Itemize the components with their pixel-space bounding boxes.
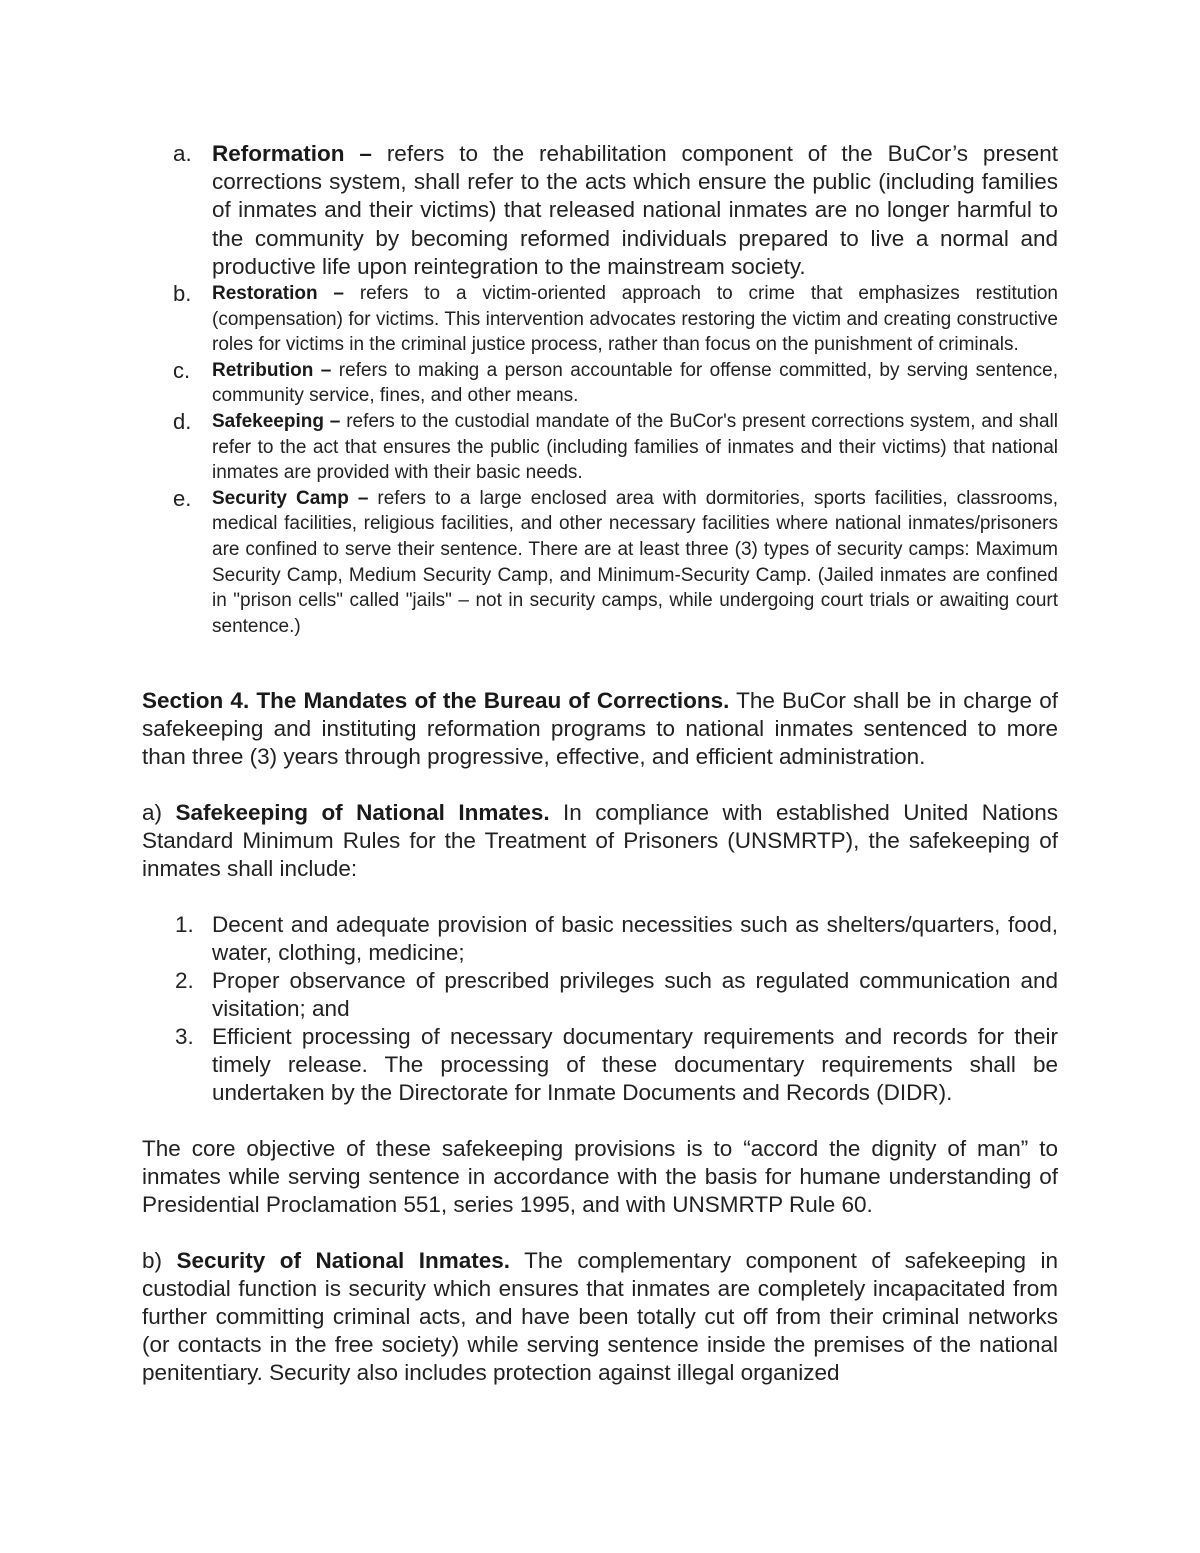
- security-heading: Security of National Inmates.: [176, 1248, 510, 1274]
- list-item-text: Efficient processing of necessary documentary requirements and records for their timely release. The processing of these documentary requirements shall be undertaken by the Directorate for Inmate Documents and Records (DIDR).: [212, 1024, 1058, 1106]
- list-item-text: Decent and adequate provision of basic necessities such as shelters/quarters, food, water, clothing, medicine;: [212, 912, 1058, 966]
- definition-item: [142, 358, 1058, 409]
- definition-item: [142, 140, 1058, 281]
- definition-term: Retribution –: [212, 359, 332, 381]
- safekeeping-text: In compliance with established United Nations Standard Minimum Rules for the Treatment of Prisoners (UNSMRTP), the safekeeping of inmates shall include:: [142, 800, 1058, 882]
- definition-item: [142, 281, 1058, 358]
- list-marker: d.: [173, 408, 192, 434]
- list-marker: e.: [173, 485, 192, 511]
- definition-term: Restoration –: [212, 283, 344, 305]
- safekeeping-heading: Safekeeping of National Inmates.: [175, 800, 550, 826]
- list-marker: 3.: [175, 1024, 194, 1050]
- definition-text: refers to making a person accountable for offense committed, by serving sentence, community service, fines, and other means.: [212, 359, 1058, 407]
- definition-term: Security Camp –: [212, 487, 369, 509]
- section-4-heading: Section 4. The Mandates of the Bureau of Corrections.: [142, 688, 730, 714]
- list-item: [142, 967, 1058, 1023]
- list-item: [142, 911, 1058, 967]
- section-4-text: The BuCor shall be in charge of safekeeping and instituting reformation programs to national inmates sentenced to more than three (3) years through progressive, effective, and efficient administration.: [142, 688, 1058, 770]
- safekeeping-list: [142, 911, 1058, 1107]
- core-objective-paragraph: The core objective of these safekeeping provisions is to “accord the dignity of man” to inmates while serving sentence in accordance with the basis for humane understanding of Presidential Proclamation 551, series 1995, and with UNSMRTP Rule 60.: [142, 1136, 1058, 1218]
- list-marker: 2.: [175, 968, 194, 994]
- definition-item: [142, 486, 1058, 640]
- definition-term: Safekeeping –: [212, 410, 341, 432]
- safekeeping-prefix: a): [142, 800, 176, 826]
- definition-item: [142, 409, 1058, 486]
- definitions-list: [142, 140, 1058, 639]
- section-4-paragraph: [142, 687, 1058, 771]
- page-content: [142, 140, 1058, 1387]
- definition-term: Reformation –: [212, 141, 372, 166]
- definition-text: refers to a victim-oriented approach to crime that emphasizes restitution (compensation) for victims. This intervention advocates restoring the victim and creating constructive roles for victims in the criminal justice process, rather than focus on the punishment of criminals.: [212, 283, 1058, 356]
- security-prefix: b): [142, 1248, 177, 1274]
- definition-text: refers to the rehabilitation component of the BuCor’s present corrections system, shall refer to the acts which ensure the public (including families of inmates and their victims) that released national inmates are no longer harmful to the community by becoming reformed individuals prepared to live a normal and productive life upon reintegration to the mainstream society.: [212, 141, 1058, 279]
- list-item-text: Proper observance of prescribed privileges such as regulated communication and visitation; and: [212, 968, 1058, 1022]
- list-item: [142, 1023, 1058, 1107]
- list-marker: a.: [173, 141, 192, 166]
- definition-text: refers to a large enclosed area with dormitories, sports facilities, classrooms, medical facilities, religious facilities, and other necessary facilities where national inmates/prisoners are confined to serve their sentence. There are at least three (3) types of security camps: Maximum Security Camp, Medium Security Camp, and Minimum-Security Camp. (Jailed inmates are confined in "prison cells" called "jails" – not in security camps, while undergoing court trials or awaiting court sentence.): [212, 487, 1058, 637]
- list-marker: 1.: [175, 912, 194, 938]
- list-marker: b.: [173, 281, 192, 307]
- security-paragraph: [142, 1247, 1058, 1387]
- security-text: The complementary component of safekeeping in custodial function is security which ensures that inmates are completely incapacitated from further committing criminal acts, and have been totally cut off from their criminal networks (or contacts in the free society) while serving sentence inside the premises of the national penitentiary. Security also includes protection against illegal organized: [142, 1248, 1058, 1386]
- definition-text: refers to the custodial mandate of the BuCor's present corrections system, and shall refer to the act that ensures the public (including families of inmates and their victims) that national inmates are provided with their basic needs.: [212, 410, 1058, 484]
- safekeeping-paragraph: [142, 799, 1058, 883]
- list-marker: c.: [173, 357, 191, 383]
